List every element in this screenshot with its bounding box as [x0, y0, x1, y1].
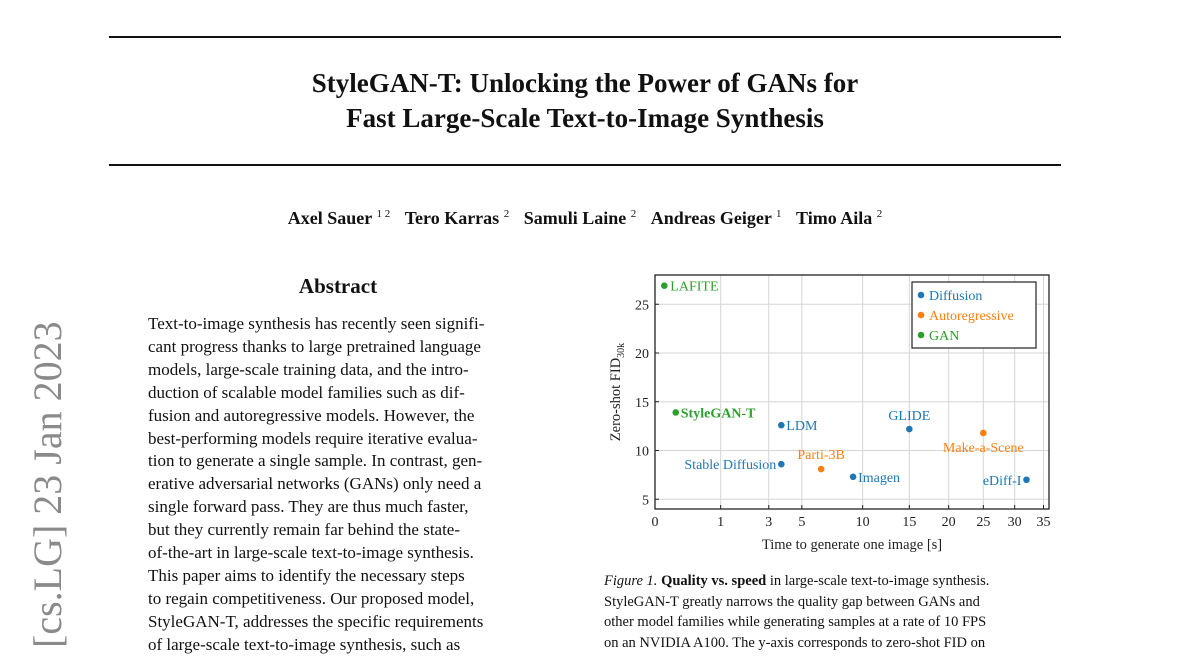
- abstract-line: erative adversarial networks (GANs) only need a: [148, 474, 482, 494]
- data-point: [778, 422, 785, 429]
- author: [405, 208, 510, 228]
- author-name: Timo Aila: [796, 208, 873, 228]
- abstract-line: best-performing models require iterative evalua-: [148, 428, 478, 448]
- data-point: [1023, 476, 1030, 483]
- author-name: Samuli Laine: [523, 208, 627, 228]
- point-label: LAFITE: [670, 279, 719, 295]
- author-affiliation: 2: [630, 208, 637, 220]
- arxiv-stamp: [cs.LG] 23 Jan 2023: [25, 321, 70, 648]
- data-point: [818, 466, 825, 473]
- x-axis-label: Time to generate one image [s]: [761, 537, 943, 553]
- author-affiliation: 2: [503, 208, 510, 220]
- point-label: StyleGAN-T: [680, 406, 756, 422]
- author-name: Tero Karras: [404, 208, 500, 228]
- author-affiliation: 2: [876, 208, 883, 220]
- top-rule: [109, 36, 1061, 38]
- caption-line: StyleGAN-T greatly narrows the quality gap between GANs and: [604, 593, 980, 610]
- data-point: [778, 461, 785, 468]
- abstract-line: fusion and autoregressive models. However, the: [148, 405, 475, 425]
- author: [651, 208, 782, 228]
- x-tick-label: 3: [765, 515, 773, 530]
- y-tick-label: 10: [635, 444, 649, 460]
- point-label: Parti-3B: [797, 448, 845, 464]
- y-axis-label-subscript: 30k: [616, 342, 627, 358]
- x-tick-label: 10: [855, 515, 870, 530]
- author-name: Andreas Geiger: [650, 208, 772, 228]
- data-point: [906, 426, 913, 433]
- title-line-1: StyleGAN-T: Unlocking the Power of GANs for: [311, 68, 859, 98]
- author-affiliation: 1 2: [376, 208, 391, 220]
- legend-marker: [918, 292, 925, 299]
- x-tick-label: 1: [717, 515, 725, 530]
- point-label: Stable Diffusion: [684, 458, 777, 474]
- abstract-line: tion to generate a single sample. In contrast, gen-: [148, 451, 483, 471]
- point-label: GLIDE: [888, 409, 931, 425]
- abstract-line: This paper aims to identify the necessary steps: [148, 565, 465, 585]
- abstract-line: of-the-art in large-scale text-to-image synthesis.: [148, 543, 474, 563]
- abstract-line: StyleGAN-T, addresses the specific requirements: [148, 611, 484, 631]
- x-tick-label: 5: [798, 515, 806, 530]
- caption-line: [604, 571, 1074, 592]
- caption-line: on an NVIDIA A100. The y-axis corresponds to zero-shot FID on: [604, 634, 986, 651]
- abstract-line: single forward pass. They are thus much faster,: [148, 497, 469, 517]
- abstract-line: of large-scale text-to-image synthesis, such as: [148, 634, 461, 654]
- point-label: Imagen: [858, 470, 901, 486]
- x-tick-label: 20: [941, 515, 956, 530]
- paper-title: [0, 66, 1170, 136]
- author: [288, 208, 390, 228]
- legend-label: Autoregressive: [929, 309, 1014, 324]
- caption-text: in large-scale text-to-image synthesis.: [766, 573, 990, 589]
- author: [796, 208, 882, 228]
- legend-marker: [918, 332, 925, 339]
- point-label: Make-a-Scene: [942, 440, 1024, 456]
- abstract-line: Text-to-image synthesis has recently seen signifi-: [148, 314, 485, 333]
- x-tick-label: 0: [651, 515, 659, 530]
- point-label: LDM: [786, 419, 818, 435]
- abstract-body: [148, 313, 540, 657]
- bottom-rule: [109, 164, 1061, 166]
- abstract-line: to regain competitiveness. Our proposed model,: [148, 588, 475, 608]
- caption-bold: Quality vs. speed: [661, 573, 767, 589]
- abstract-line: models, large-scale training data, and the intro-: [148, 359, 469, 379]
- quality-speed-chart: [600, 268, 1070, 558]
- abstract-line: cant progress thanks to large pretrained language: [148, 336, 481, 356]
- abstract-heading: Abstract: [298, 274, 378, 298]
- abstract-line: duction of scalable model families such as dif-: [148, 382, 465, 402]
- author-name: Axel Sauer: [287, 208, 372, 228]
- caption-line: other model families while generating samples at a rate of 10 FPS: [604, 614, 987, 630]
- author-affiliation: 1: [776, 208, 782, 220]
- y-tick-label: 5: [642, 493, 649, 509]
- x-tick-label: 15: [902, 515, 917, 530]
- data-point: [850, 474, 857, 481]
- caption-label: Figure 1.: [604, 573, 658, 589]
- data-point: [661, 282, 668, 289]
- figure-caption: [604, 571, 1074, 653]
- y-axis-label: [608, 343, 627, 441]
- x-tick-label: 30: [1007, 515, 1022, 530]
- x-tick-label: 25: [976, 515, 991, 530]
- y-axis-label-main: Zero-shot FID: [608, 357, 624, 442]
- author: [524, 208, 637, 228]
- title-line-2: Fast Large-Scale Text-to-Image Synthesis: [346, 103, 824, 133]
- author-list: [0, 208, 1170, 229]
- legend-label: Diffusion: [929, 289, 983, 304]
- legend-marker: [918, 312, 925, 319]
- y-tick-label: 20: [635, 347, 649, 362]
- abstract-line: but they currently remain far behind the state-: [148, 520, 461, 540]
- legend-label: GAN: [929, 329, 960, 344]
- x-tick-label: 35: [1036, 515, 1051, 530]
- point-label: eDiff-I: [982, 473, 1022, 489]
- y-tick-label: 25: [635, 298, 649, 314]
- y-tick-label: 15: [635, 395, 649, 411]
- data-point: [980, 430, 987, 437]
- data-point: [672, 409, 679, 416]
